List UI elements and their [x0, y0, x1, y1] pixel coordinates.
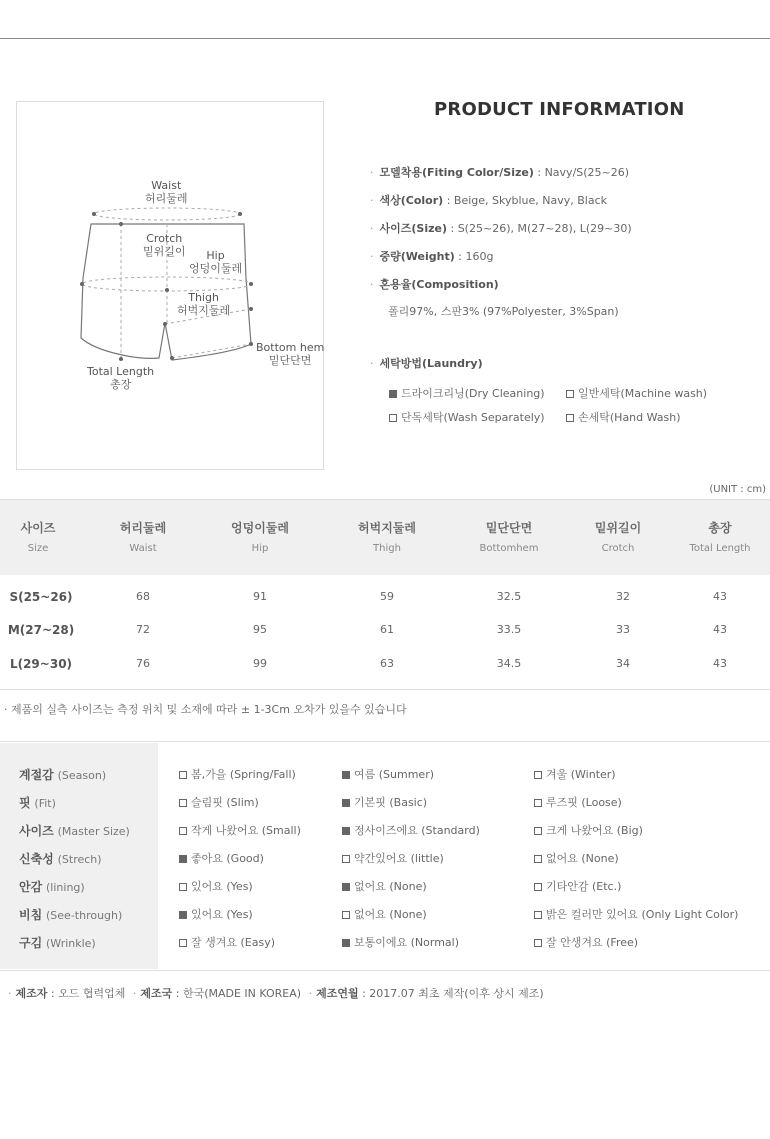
checkbox-checked-icon: [342, 799, 350, 807]
info-row-size: · 사이즈(Size) : S(25~26), M(27~28), L(29~30): [370, 222, 632, 235]
attribute-option: 루즈핏 (Loose): [534, 794, 622, 810]
header-bottomhem: 밑단단면 Bottomhem: [479, 521, 539, 554]
laundry-title: · 세탁방법(Laundry): [370, 357, 483, 370]
attribute-option: 정사이즈에요 (Standard): [342, 822, 480, 838]
table-row: L(29~30) 76 99 63 34.5 34 43: [9, 657, 727, 671]
total-length-label: Total Length 총장: [87, 365, 155, 391]
laundry-wash-separately: 단독세탁(Wash Separately): [389, 409, 545, 425]
attribute-option: 있어요 (Yes): [179, 906, 253, 922]
attribute-option: 밝은 컬러만 있어요 (Only Light Color): [534, 906, 738, 922]
attribute-option: 작게 나왔어요 (Small): [179, 822, 301, 838]
checkbox-checked-icon: [342, 883, 350, 891]
size-table-header: [0, 499, 770, 575]
attribute-option: 기본핏 (Basic): [342, 794, 427, 810]
manufacturing-info: · 제조자 : 오드 협력업체 · 제조국 : 한국(MADE IN KOREA) · 제조연월 : 2017.07 최초 제작(이후 상시 제조): [8, 987, 544, 1000]
attribute-option: 없어요 (None): [342, 878, 427, 894]
header-crotch: 밑위길이 Crotch: [594, 521, 642, 554]
laundry-hand-wash: 손세탁(Hand Wash): [566, 409, 681, 425]
checkbox-empty-icon: [179, 939, 187, 947]
note-divider: [0, 741, 770, 742]
size-tolerance-note: · 제품의 실측 사이즈는 측정 위치 및 소재에 따라 ± 1-3Cm 오차가 있을수 있습니다: [4, 703, 407, 716]
checkbox-empty-icon: [534, 827, 542, 835]
checkbox-empty-icon: [342, 911, 350, 919]
attribute-option: 보통이에요 (Normal): [342, 934, 459, 950]
header-size: 사이즈 Size: [20, 521, 56, 554]
checkbox-empty-icon: [534, 911, 542, 919]
checkbox-empty-icon: [534, 771, 542, 779]
info-row-color: · 색상(Color) : Beige, Skyblue, Navy, Black: [370, 194, 608, 207]
attribute-option: 겨울 (Winter): [534, 766, 616, 782]
attribute-label: 비침 (See-through): [19, 908, 123, 922]
attribute-label: 안감 (lining): [19, 880, 85, 894]
checkbox-empty-icon: [179, 771, 187, 779]
checkbox-empty-icon: [179, 827, 187, 835]
attribute-option: 여름 (Summer): [342, 766, 434, 782]
composition-value: 폴리97%, 스판3% (97%Polyester, 3%Span): [388, 305, 619, 318]
table-row: S(25~26) 68 91 59 32.5 32 43: [9, 590, 727, 604]
attribute-option: 없어요 (None): [534, 850, 619, 866]
checkbox-empty-icon: [179, 799, 187, 807]
checkbox-checked-icon: [342, 771, 350, 779]
checkbox-empty-icon: [389, 414, 397, 422]
attribute-option: 없어요 (None): [342, 906, 427, 922]
attribute-label: 구김 (Wrinkle): [19, 936, 96, 950]
checkbox-empty-icon: [534, 939, 542, 947]
attribute-option: 슬림핏 (Slim): [179, 794, 259, 810]
measurement-diagram: [16, 101, 324, 470]
attribute-option: 봄,가을 (Spring/Fall): [179, 766, 296, 782]
checkbox-checked-icon: [179, 911, 187, 919]
checkbox-checked-icon: [179, 855, 187, 863]
top-divider: [0, 38, 770, 39]
attribute-option: 약간있어요 (little): [342, 850, 444, 866]
checkbox-empty-icon: [342, 855, 350, 863]
thigh-label: Thigh 허벅지둘레: [177, 291, 231, 317]
checkbox-checked-icon: [342, 939, 350, 947]
attribute-option: 잘 안생겨요 (Free): [534, 934, 638, 950]
header-total-length: 총장 Total Length: [689, 521, 751, 554]
checkbox-empty-icon: [534, 883, 542, 891]
laundry-machine-wash: 일반세탁(Machine wash): [566, 385, 707, 401]
product-info-title: PRODUCT INFORMATION: [434, 99, 685, 120]
info-row-composition: · 혼용율(Composition): [370, 278, 499, 291]
attribute-label: 사이즈 (Master Size): [19, 824, 130, 838]
header-waist: 허리둘레 Waist: [119, 521, 167, 554]
header-thigh: 허벅지둘레 Thigh: [358, 521, 416, 554]
attribute-option: 있어요 (Yes): [179, 878, 253, 894]
checkbox-empty-icon: [534, 799, 542, 807]
attribute-option: 크게 나왔어요 (Big): [534, 822, 643, 838]
checkbox-empty-icon: [179, 883, 187, 891]
info-row-model: · 모델착용(Fiting Color/Size) : Navy/S(25~26): [370, 166, 630, 179]
attributes-divider: [0, 970, 770, 971]
attribute-option: 잘 생겨요 (Easy): [179, 934, 275, 950]
bottom-hem-label: Bottom hem 밑단단면: [256, 341, 325, 367]
header-hip: 엉덩이둘레 Hip: [231, 521, 289, 554]
info-row-weight: · 중량(Weight) : 160g: [370, 250, 494, 263]
attribute-label: 계절감 (Season): [19, 768, 107, 782]
checkbox-empty-icon: [566, 414, 574, 422]
shorts-outline-drawing: [17, 102, 325, 471]
crotch-label: Crotch 밑위길이: [143, 232, 186, 258]
checkbox-empty-icon: [566, 390, 574, 398]
checkbox-checked-icon: [342, 827, 350, 835]
attribute-label: 핏 (Fit): [19, 796, 56, 810]
laundry-dry-cleaning: 드라이크리닝(Dry Cleaning): [389, 385, 545, 401]
size-table-divider: [0, 689, 770, 690]
checkbox-empty-icon: [534, 855, 542, 863]
table-row: M(27~28) 72 95 61 33.5 33 43: [7, 623, 727, 637]
attribute-option: 기타안감 (Etc.): [534, 878, 621, 894]
attribute-label: 신축성 (Strech): [19, 852, 102, 866]
checkbox-checked-icon: [389, 390, 397, 398]
unit-label: (UNIT : cm): [709, 484, 766, 495]
attribute-option: 좋아요 (Good): [179, 850, 264, 866]
waist-label: Waist 허리둘레: [145, 179, 188, 205]
hip-label: Hip 엉덩이둘레: [189, 249, 243, 275]
